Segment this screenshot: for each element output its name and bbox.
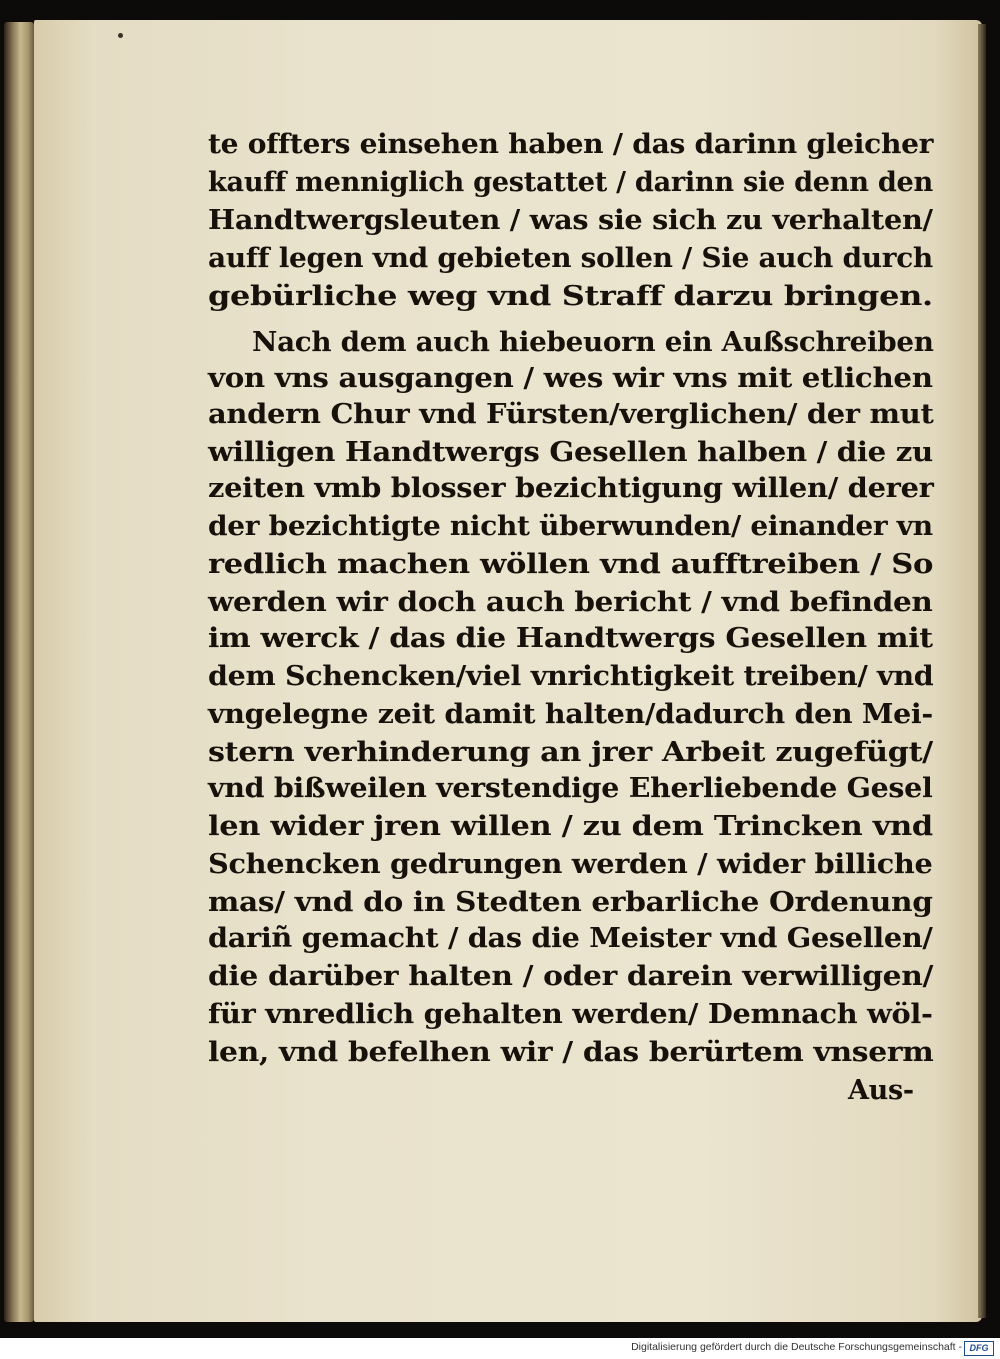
- text-line: redlich machen wöllen vnd aufftreiben / So: [208, 549, 934, 580]
- text-line: die darüber halten / oder darein verwilligen/: [208, 961, 934, 992]
- text-line: auff legen vnd gebieten sollen / Sie auch durch: [208, 243, 933, 274]
- text-line: gebürliche weg vnd Straff darzu bringen.: [208, 281, 933, 312]
- page-edge-shadow: [978, 24, 986, 1318]
- text-line: Nach dem auch hiebeuorn ein Außschreiben: [252, 327, 934, 358]
- text-line: andern Chur vnd Fürsten/verglichen/ der mut: [208, 399, 934, 430]
- text-line: vngelegne zeit damit halten/dadurch den Mei-: [208, 699, 933, 730]
- text-line: von vns ausgangen / wes wir vns mit etlichen: [208, 363, 933, 394]
- text-line: dariñ gemacht / das die Meister vnd Gesellen/: [208, 923, 933, 954]
- text-line: im werck / das die Handtwergs Gesellen mit: [208, 623, 933, 654]
- text-line: kauff menniglich gestattet / darinn sie denn den: [208, 167, 933, 198]
- text-line: vnd bißweilen verstendige Eherliebende Gesel: [208, 773, 933, 804]
- text-line: Handtwergsleuten / was sie sich zu verhalten/: [208, 205, 933, 236]
- text-line: mas/ vnd do in Stedten erbarliche Ordenung: [208, 887, 933, 918]
- text-line: len wider jren willen / zu dem Trincken vnd: [208, 811, 933, 842]
- text-line: werden wir doch auch bericht / vnd befinden: [208, 587, 933, 618]
- text-line: dem Schencken/viel vnrichtigkeit treiben/ vnd: [208, 661, 934, 692]
- text-line: für vnredlich gehalten werden/ Demnach wöl-: [208, 999, 933, 1030]
- paper-speck: [118, 33, 123, 38]
- text-line: zeiten vmb blosser bezichtigung willen/ derer: [208, 473, 934, 504]
- text-line: willigen Handtwergs Gesellen halben / die zu: [208, 437, 933, 468]
- footer-credit: Digitalisierung gefördert durch die Deutsche Forschungsgemeinschaft -: [631, 1341, 962, 1353]
- text-line: stern verhinderung an jrer Arbeit zugefügt/: [208, 737, 933, 768]
- catchword: Aus-: [848, 1075, 914, 1106]
- text-line: Schencken gedrungen werden / wider billiche: [208, 849, 933, 880]
- text-line: der bezichtigte nicht überwunden/ einander vn: [208, 511, 933, 542]
- text-line: len, vnd befelhen wir / das berürtem vnserm: [208, 1037, 934, 1068]
- dfg-logo: DFG: [964, 1341, 994, 1356]
- book-spine: [4, 22, 34, 1322]
- text-line: te offters einsehen haben / das darinn gleicher: [208, 129, 934, 160]
